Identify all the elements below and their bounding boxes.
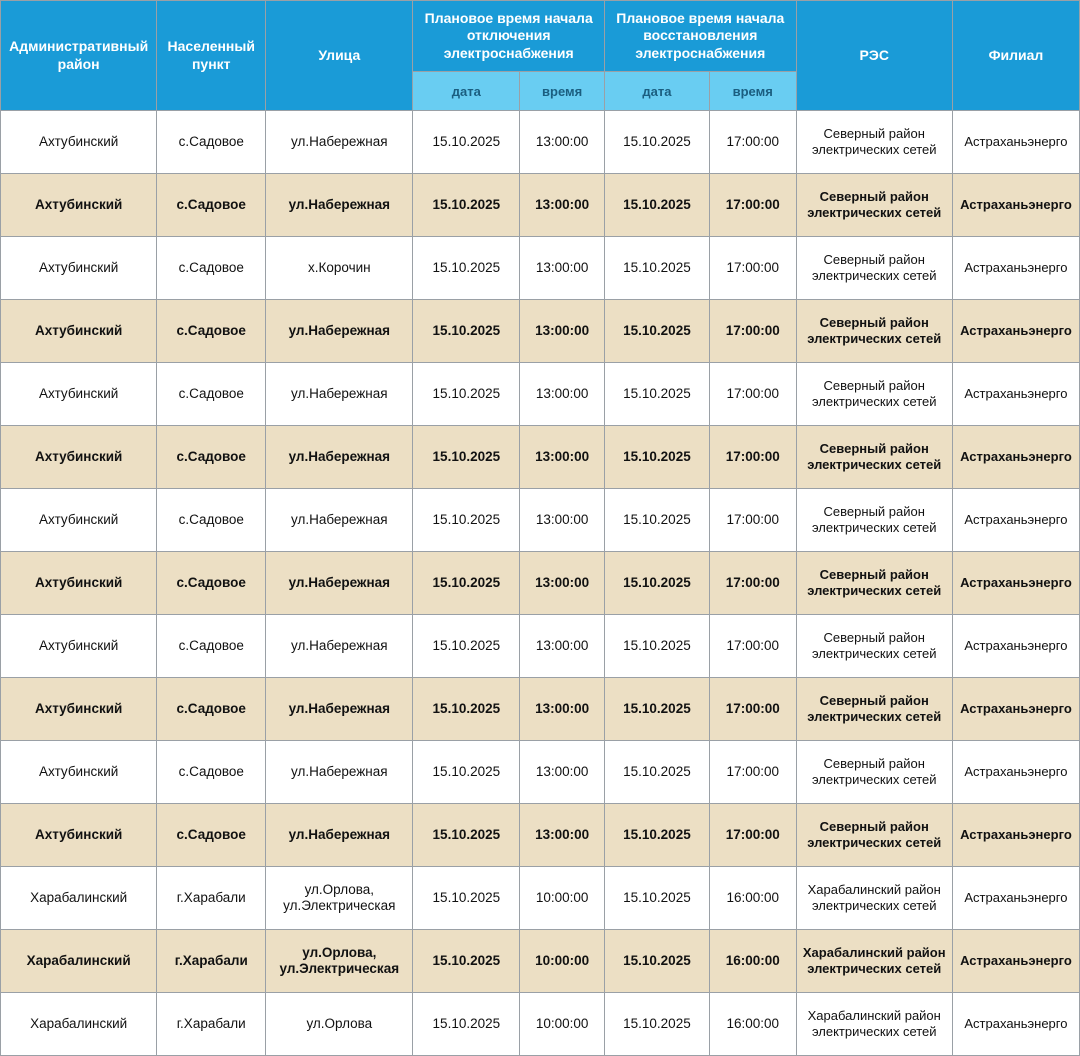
cell-off-date: 15.10.2025 <box>413 678 520 741</box>
cell-off-time: 13:00:00 <box>520 237 605 300</box>
cell-on-date: 15.10.2025 <box>605 111 710 174</box>
cell-street: ул.Орлова, ул.Электрическая <box>266 867 413 930</box>
cell-off-date: 15.10.2025 <box>413 237 520 300</box>
table-row <box>1 552 1080 615</box>
cell-on-time: 17:00:00 <box>709 111 796 174</box>
cell-on-time: 17:00:00 <box>709 615 796 678</box>
cell-district: Ахтубинский <box>1 489 157 552</box>
header-row-main <box>1 1 1080 72</box>
cell-branch: Астраханьэнерго <box>952 615 1079 678</box>
cell-branch: Астраханьэнерго <box>952 237 1079 300</box>
cell-locality: с.Садовое <box>157 552 266 615</box>
table-body <box>1 111 1080 1056</box>
cell-off-date: 15.10.2025 <box>413 552 520 615</box>
table-row <box>1 111 1080 174</box>
column-subheader-outage-date: дата <box>413 72 520 111</box>
cell-locality: с.Садовое <box>157 615 266 678</box>
cell-on-date: 15.10.2025 <box>605 489 710 552</box>
cell-branch: Астраханьэнерго <box>952 867 1079 930</box>
cell-on-date: 15.10.2025 <box>605 993 710 1056</box>
cell-off-date: 15.10.2025 <box>413 930 520 993</box>
cell-branch: Астраханьэнерго <box>952 804 1079 867</box>
cell-street: ул.Набережная <box>266 426 413 489</box>
cell-street: ул.Орлова, ул.Электрическая <box>266 930 413 993</box>
cell-locality: с.Садовое <box>157 804 266 867</box>
cell-off-date: 15.10.2025 <box>413 111 520 174</box>
cell-on-time: 16:00:00 <box>709 930 796 993</box>
cell-on-time: 17:00:00 <box>709 363 796 426</box>
cell-on-time: 17:00:00 <box>709 174 796 237</box>
cell-off-date: 15.10.2025 <box>413 300 520 363</box>
cell-res: Северный район электрических сетей <box>796 615 952 678</box>
cell-on-time: 17:00:00 <box>709 300 796 363</box>
cell-branch: Астраханьэнерго <box>952 489 1079 552</box>
cell-district: Харабалинский <box>1 930 157 993</box>
column-header-street: Улица <box>266 1 413 111</box>
cell-branch: Астраханьэнерго <box>952 426 1079 489</box>
column-subheader-restore-time: время <box>709 72 796 111</box>
cell-district: Ахтубинский <box>1 237 157 300</box>
cell-street: ул.Набережная <box>266 300 413 363</box>
column-header-restore-start: Плановое время начала восстановления электроснабжения <box>605 1 797 72</box>
cell-street: х.Корочин <box>266 237 413 300</box>
cell-off-time: 13:00:00 <box>520 804 605 867</box>
column-header-branch: Филиал <box>952 1 1079 111</box>
table-row <box>1 426 1080 489</box>
cell-res: Харабалинский район электрических сетей <box>796 867 952 930</box>
cell-district: Ахтубинский <box>1 552 157 615</box>
table-header <box>1 1 1080 111</box>
cell-off-date: 15.10.2025 <box>413 363 520 426</box>
table-row <box>1 993 1080 1056</box>
cell-on-time: 17:00:00 <box>709 489 796 552</box>
cell-off-date: 15.10.2025 <box>413 174 520 237</box>
column-header-district: Административный район <box>1 1 157 111</box>
cell-on-time: 17:00:00 <box>709 804 796 867</box>
cell-locality: г.Харабали <box>157 930 266 993</box>
table-row <box>1 930 1080 993</box>
cell-street: ул.Набережная <box>266 678 413 741</box>
cell-on-date: 15.10.2025 <box>605 300 710 363</box>
cell-res: Северный район электрических сетей <box>796 174 952 237</box>
cell-res: Харабалинский район электрических сетей <box>796 930 952 993</box>
cell-off-date: 15.10.2025 <box>413 615 520 678</box>
cell-res: Северный район электрических сетей <box>796 741 952 804</box>
cell-off-time: 13:00:00 <box>520 552 605 615</box>
cell-street: ул.Набережная <box>266 489 413 552</box>
cell-district: Ахтубинский <box>1 300 157 363</box>
cell-locality: с.Садовое <box>157 489 266 552</box>
column-header-locality: Населенный пункт <box>157 1 266 111</box>
cell-district: Ахтубинский <box>1 426 157 489</box>
cell-branch: Астраханьэнерго <box>952 174 1079 237</box>
column-subheader-outage-time: время <box>520 72 605 111</box>
cell-district: Харабалинский <box>1 867 157 930</box>
cell-on-date: 15.10.2025 <box>605 237 710 300</box>
cell-res: Северный район электрических сетей <box>796 237 952 300</box>
cell-branch: Астраханьэнерго <box>952 300 1079 363</box>
column-header-outage-start: Плановое время начала отключения электроснабжения <box>413 1 605 72</box>
cell-on-time: 17:00:00 <box>709 552 796 615</box>
cell-district: Ахтубинский <box>1 741 157 804</box>
cell-branch: Астраханьэнерго <box>952 552 1079 615</box>
cell-district: Ахтубинский <box>1 174 157 237</box>
cell-street: ул.Набережная <box>266 804 413 867</box>
cell-res: Северный район электрических сетей <box>796 678 952 741</box>
cell-locality: г.Харабали <box>157 867 266 930</box>
cell-branch: Астраханьэнерго <box>952 111 1079 174</box>
cell-street: ул.Набережная <box>266 363 413 426</box>
cell-on-date: 15.10.2025 <box>605 741 710 804</box>
cell-on-time: 16:00:00 <box>709 993 796 1056</box>
cell-off-date: 15.10.2025 <box>413 489 520 552</box>
cell-off-time: 13:00:00 <box>520 741 605 804</box>
cell-res: Северный район электрических сетей <box>796 489 952 552</box>
cell-off-time: 13:00:00 <box>520 363 605 426</box>
column-subheader-restore-date: дата <box>605 72 710 111</box>
table-row <box>1 300 1080 363</box>
cell-res: Северный район электрических сетей <box>796 111 952 174</box>
cell-on-time: 17:00:00 <box>709 678 796 741</box>
cell-off-date: 15.10.2025 <box>413 804 520 867</box>
cell-locality: г.Харабали <box>157 993 266 1056</box>
cell-off-date: 15.10.2025 <box>413 426 520 489</box>
cell-street: ул.Орлова <box>266 993 413 1056</box>
cell-branch: Астраханьэнерго <box>952 363 1079 426</box>
cell-street: ул.Набережная <box>266 552 413 615</box>
cell-locality: с.Садовое <box>157 363 266 426</box>
cell-off-time: 13:00:00 <box>520 300 605 363</box>
cell-on-date: 15.10.2025 <box>605 615 710 678</box>
table-row <box>1 804 1080 867</box>
cell-off-time: 13:00:00 <box>520 489 605 552</box>
cell-locality: с.Садовое <box>157 741 266 804</box>
cell-locality: с.Садовое <box>157 111 266 174</box>
cell-on-time: 17:00:00 <box>709 741 796 804</box>
cell-off-time: 10:00:00 <box>520 930 605 993</box>
cell-locality: с.Садовое <box>157 237 266 300</box>
cell-on-time: 17:00:00 <box>709 426 796 489</box>
cell-res: Северный район электрических сетей <box>796 552 952 615</box>
table-row <box>1 237 1080 300</box>
cell-branch: Астраханьэнерго <box>952 930 1079 993</box>
table-row <box>1 489 1080 552</box>
cell-branch: Астраханьэнерго <box>952 678 1079 741</box>
cell-off-time: 13:00:00 <box>520 111 605 174</box>
cell-on-date: 15.10.2025 <box>605 804 710 867</box>
cell-off-time: 13:00:00 <box>520 615 605 678</box>
cell-locality: с.Садовое <box>157 426 266 489</box>
cell-on-time: 17:00:00 <box>709 237 796 300</box>
cell-street: ул.Набережная <box>266 111 413 174</box>
cell-res: Северный район электрических сетей <box>796 363 952 426</box>
cell-district: Харабалинский <box>1 993 157 1056</box>
cell-district: Ахтубинский <box>1 804 157 867</box>
cell-on-date: 15.10.2025 <box>605 174 710 237</box>
cell-res: Харабалинский район электрических сетей <box>796 993 952 1056</box>
cell-off-date: 15.10.2025 <box>413 867 520 930</box>
cell-on-date: 15.10.2025 <box>605 363 710 426</box>
cell-district: Ахтубинский <box>1 678 157 741</box>
cell-street: ул.Набережная <box>266 741 413 804</box>
cell-district: Ахтубинский <box>1 363 157 426</box>
cell-off-date: 15.10.2025 <box>413 993 520 1056</box>
cell-on-date: 15.10.2025 <box>605 426 710 489</box>
cell-off-time: 13:00:00 <box>520 426 605 489</box>
cell-locality: с.Садовое <box>157 174 266 237</box>
cell-off-time: 10:00:00 <box>520 993 605 1056</box>
column-header-res: РЭС <box>796 1 952 111</box>
cell-on-date: 15.10.2025 <box>605 930 710 993</box>
cell-res: Северный район электрических сетей <box>796 804 952 867</box>
cell-street: ул.Набережная <box>266 174 413 237</box>
cell-on-date: 15.10.2025 <box>605 867 710 930</box>
table-row <box>1 867 1080 930</box>
cell-res: Северный район электрических сетей <box>796 426 952 489</box>
cell-res: Северный район электрических сетей <box>796 300 952 363</box>
table-row <box>1 615 1080 678</box>
cell-locality: с.Садовое <box>157 300 266 363</box>
table-row <box>1 363 1080 426</box>
cell-on-time: 16:00:00 <box>709 867 796 930</box>
cell-district: Ахтубинский <box>1 615 157 678</box>
cell-off-time: 13:00:00 <box>520 678 605 741</box>
table-row <box>1 678 1080 741</box>
cell-locality: с.Садовое <box>157 678 266 741</box>
cell-on-date: 15.10.2025 <box>605 678 710 741</box>
cell-off-time: 13:00:00 <box>520 174 605 237</box>
cell-off-time: 10:00:00 <box>520 867 605 930</box>
cell-street: ул.Набережная <box>266 615 413 678</box>
cell-branch: Астраханьэнерго <box>952 741 1079 804</box>
table-row <box>1 174 1080 237</box>
cell-branch: Астраханьэнерго <box>952 993 1079 1056</box>
cell-on-date: 15.10.2025 <box>605 552 710 615</box>
cell-off-date: 15.10.2025 <box>413 741 520 804</box>
table-row <box>1 741 1080 804</box>
cell-district: Ахтубинский <box>1 111 157 174</box>
